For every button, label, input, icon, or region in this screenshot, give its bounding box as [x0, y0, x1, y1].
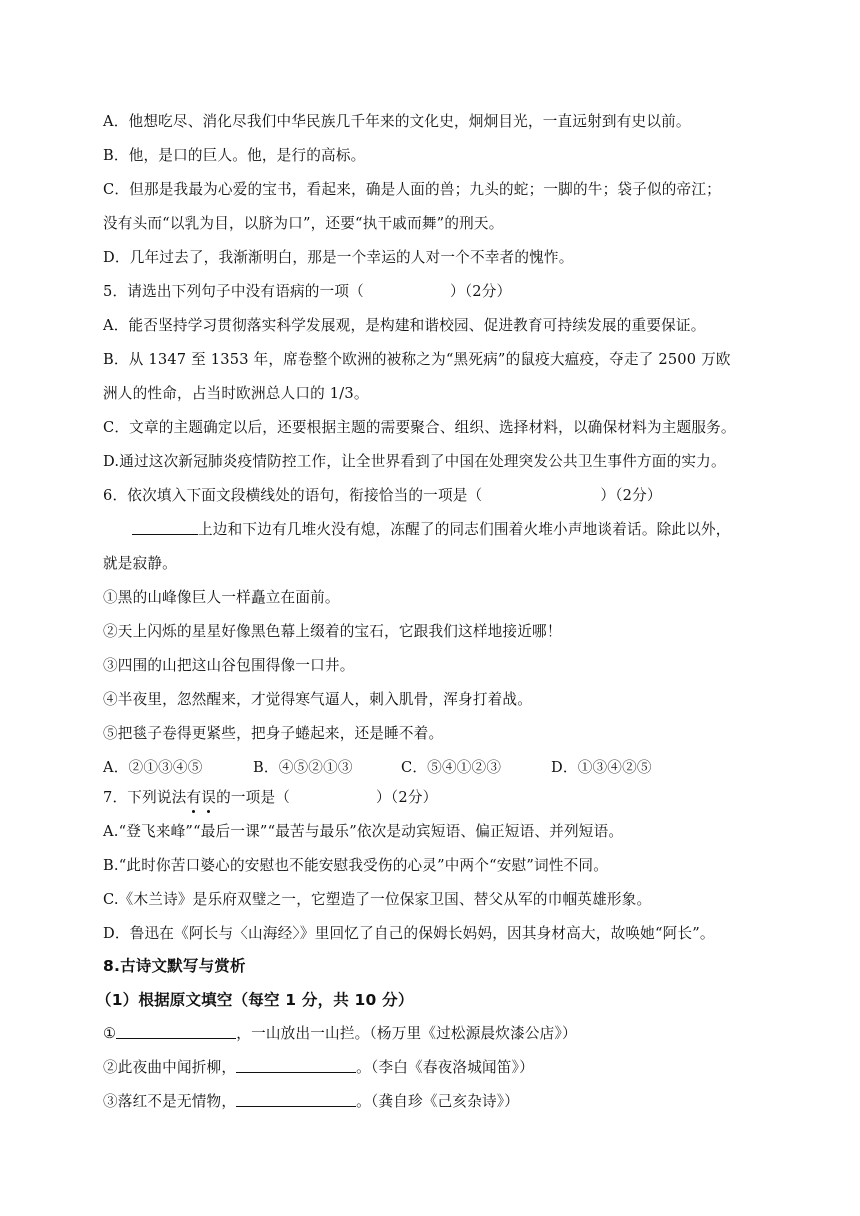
q6-option-c: C．⑤④①②③ — [401, 759, 502, 776]
q8-fill-2-source: 。（李白《春夜洛城闻笛》） — [356, 1059, 534, 1076]
q8-fill-3-blank[interactable] — [236, 1092, 356, 1107]
q7-stem-text: 7．下列说法 — [103, 789, 187, 806]
q8-fill-3 — [103, 1090, 519, 1111]
q8-fill-1-number: ① — [103, 1025, 117, 1042]
q5-option-d: D.通过这次新冠肺炎疫情防控工作，让全世界看到了中国在处理突发公共卫生事件方面的实力。 — [103, 453, 726, 470]
q6-sentence-5: ⑤把毯子卷得更紧些，把身子蜷起来，还是睡不着。 — [103, 725, 444, 742]
q7-stem — [103, 786, 437, 807]
q5-option-b-line2: 洲人的性命，占当时欧洲总人口的 1/3。 — [103, 385, 369, 402]
q6-stem — [103, 484, 662, 505]
q8-fill-1-text: ，一山放出一山拦。（杨万里《过松源晨炊漆公店》） — [236, 1025, 577, 1042]
q6-stem-points: ）（2分） — [600, 487, 662, 504]
q7-option-d: D．鲁迅在《阿长与〈山海经〉》里回忆了自己的保姆长妈妈，因其身材高大，故唤她“阿长”。 — [103, 925, 715, 942]
q6-passage-line2: 就是寂静。 — [103, 555, 177, 572]
q6-option-a: A．②①③④⑤ — [103, 759, 203, 776]
q8-title: 8.古诗文默写与赏析 — [103, 957, 246, 975]
q6-sentence-4: ④半夜里，忽然醒来，才觉得寒气逼人，刺入肌骨，浑身打着战。 — [103, 691, 533, 708]
q5-stem-points: ）（2分） — [449, 283, 512, 300]
q8-fill-2-blank[interactable] — [236, 1058, 356, 1073]
q6-stem-text: 6．依次填入下面文段横线处的语句，衔接恰当的一项是（ — [103, 487, 483, 504]
q6-option-b: B．④⑤②①③ — [253, 759, 353, 776]
q7-option-c: C.《木兰诗》是乐府双璧之一，它塑造了一位保家卫国、替父从军的巾帼英雄形象。 — [103, 891, 652, 908]
q5-option-a: A．能否坚持学习贯彻落实科学发展观，是构建和谐校园、促进教育可持续发展的重要保证。 — [103, 317, 706, 334]
q6-passage-line1 — [132, 518, 731, 539]
q8-fill-2-text: ②此夜曲中闻折柳， — [103, 1059, 237, 1076]
q5-option-c: C．文章的主题确定以后，还要根据主题的需要聚合、组织、选择材料，以确保材料为主题服务。 — [103, 419, 736, 436]
q8-fill-3-text: ③落红不是无情物， — [103, 1093, 237, 1110]
q4-option-c-line2: 没有头而“以乳为目，以脐为口”，还要“执干戚而舞”的刑天。 — [103, 215, 504, 232]
q6-sentence-1: ①黑的山峰像巨人一样矗立在面前。 — [103, 589, 340, 606]
q7-emphasis-char-1: 有 — [186, 786, 201, 807]
q5-stem-text: 5．请选出下列句子中没有语病的一项（ — [103, 283, 364, 300]
q8-fill-1-blank[interactable] — [116, 1024, 236, 1039]
q6-passage-text: 上边和下边有几堆火没有熄，冻醒了的同志们围着火堆小声地谈着话。除此以外， — [198, 521, 731, 538]
q7-stem-points: ）（2分） — [376, 789, 438, 806]
q8-fill-3-source: 。（龚自珍《己亥杂诗》） — [356, 1093, 520, 1110]
q7-option-a: A.“登飞来峰”“最后一课”“最苦与最乐”依次是动宾短语、偏正短语、并列短语。 — [103, 823, 624, 840]
q6-options — [103, 756, 652, 777]
q4-option-c-line1: C．但那是我最为心爱的宝书，看起来，确是人面的兽；九头的蛇；一脚的牛；袋子似的帝江； — [103, 181, 721, 198]
q8-fill-1 — [103, 1022, 577, 1043]
q5-option-b-line1: B．从 1347 至 1353 年，席卷整个欧洲的被称之为“黑死病”的鼠疫大瘟疫，夺走了 2500 万欧 — [103, 351, 731, 368]
q6-option-d: D．①③④②⑤ — [551, 759, 652, 776]
q6-sentence-3: ③四围的山把这山谷包围得像一口井。 — [103, 657, 355, 674]
q4-option-b: B．他，是口的巨人。他，是行的高标。 — [103, 147, 366, 164]
q6-fill-blank[interactable] — [132, 520, 198, 535]
q8-fill-2 — [103, 1056, 534, 1077]
q8-subtitle: （1）根据原文填空（每空 1 分，共 10 分） — [96, 991, 414, 1009]
q7-emphasis-char-2: 误 — [201, 786, 216, 807]
q7-option-b: B.“此时你苦口婆心的安慰也不能安慰我受伤的心灵”中两个“安慰”词性不同。 — [103, 857, 609, 874]
q6-sentence-2: ②天上闪烁的星星好像黑色幕上缀着的宝石，它跟我们这样地接近哪！ — [103, 623, 562, 640]
q7-stem-text-2: 的一项是（ — [216, 789, 291, 806]
q4-option-d: D．几年过去了，我渐渐明白，那是一个幸运的人对一个不幸者的愧怍。 — [103, 249, 574, 266]
q5-stem — [103, 280, 511, 301]
q4-option-a: A．他想吃尽、消化尽我们中华民族几千年来的文化史，炯炯目光，一直远射到有史以前。 — [103, 113, 691, 130]
